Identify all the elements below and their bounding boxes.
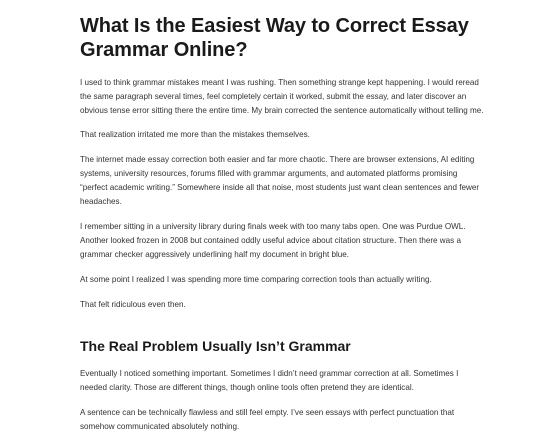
paragraph-line: The internet made essay correction both easier and far more chaotic. There are browser extensions, AI editing bbox=[80, 155, 475, 164]
paragraph-flawless bbox=[80, 406, 470, 434]
paragraph-clarity bbox=[80, 367, 470, 395]
paragraph-line: grammar checker aggressively underlining half my document in bright blue. bbox=[80, 250, 350, 259]
paragraph-line: needed clarity. Those are different things, though online tools often pretend they are identical. bbox=[80, 383, 414, 392]
paragraph-ridiculous bbox=[80, 298, 470, 312]
title-line: What Is the Easiest Way to Correct Essay bbox=[80, 15, 469, 37]
paragraph-line: obvious tense error sitting there the entire time. My brain corrected the sentence automatically without telling me. bbox=[80, 106, 484, 115]
paragraph-line: “perfect academic writing.” Somewhere inside all that noise, most students just want clean sentences and fewer bbox=[80, 183, 480, 192]
paragraph-line: Another looked frozen in 2008 but contained oddly useful advice about citation structure. Then there was a bbox=[80, 236, 461, 245]
paragraph-line: A sentence can be technically flawless and still feel empty. I’ve seen essays with perfect punctuation that bbox=[80, 408, 455, 417]
paragraph-internet bbox=[80, 153, 480, 209]
title-line: Grammar Online? bbox=[80, 39, 248, 61]
paragraph-line: That felt ridiculous even then. bbox=[80, 300, 186, 309]
paragraph-line: headaches. bbox=[80, 197, 122, 206]
paragraph-line: At some point I realized I was spending more time comparing correction tools than actually writing. bbox=[80, 275, 432, 284]
paragraph-realization bbox=[80, 128, 470, 142]
article-title bbox=[80, 14, 470, 62]
paragraph-library bbox=[80, 220, 470, 262]
paragraph-line: somehow communicated absolutely nothing. bbox=[80, 422, 240, 431]
paragraph-line: systems, university resources, forums filled with grammar arguments, and automated platforms promising bbox=[80, 169, 458, 178]
paragraph-intro bbox=[80, 76, 484, 118]
section-heading: The Real Problem Usually Isn’t Grammar bbox=[80, 338, 351, 354]
paragraph-line: Eventually I noticed something important. Sometimes I didn’t need grammar correction at all. Sometimes I bbox=[80, 369, 459, 378]
paragraph-comparison bbox=[80, 273, 470, 287]
paragraph-line: I used to think grammar mistakes meant I was rushing. Then something strange kept happening. I would reread bbox=[80, 78, 479, 87]
paragraph-line: the same paragraph several times, feel completely certain it worked, submit the essay, and later discover an bbox=[80, 92, 467, 101]
paragraph-line: I remember sitting in a university library during finals week with too many tabs open. One was Purdue OWL. bbox=[80, 222, 466, 231]
paragraph-line: That realization irritated me more than the mistakes themselves. bbox=[80, 130, 310, 139]
